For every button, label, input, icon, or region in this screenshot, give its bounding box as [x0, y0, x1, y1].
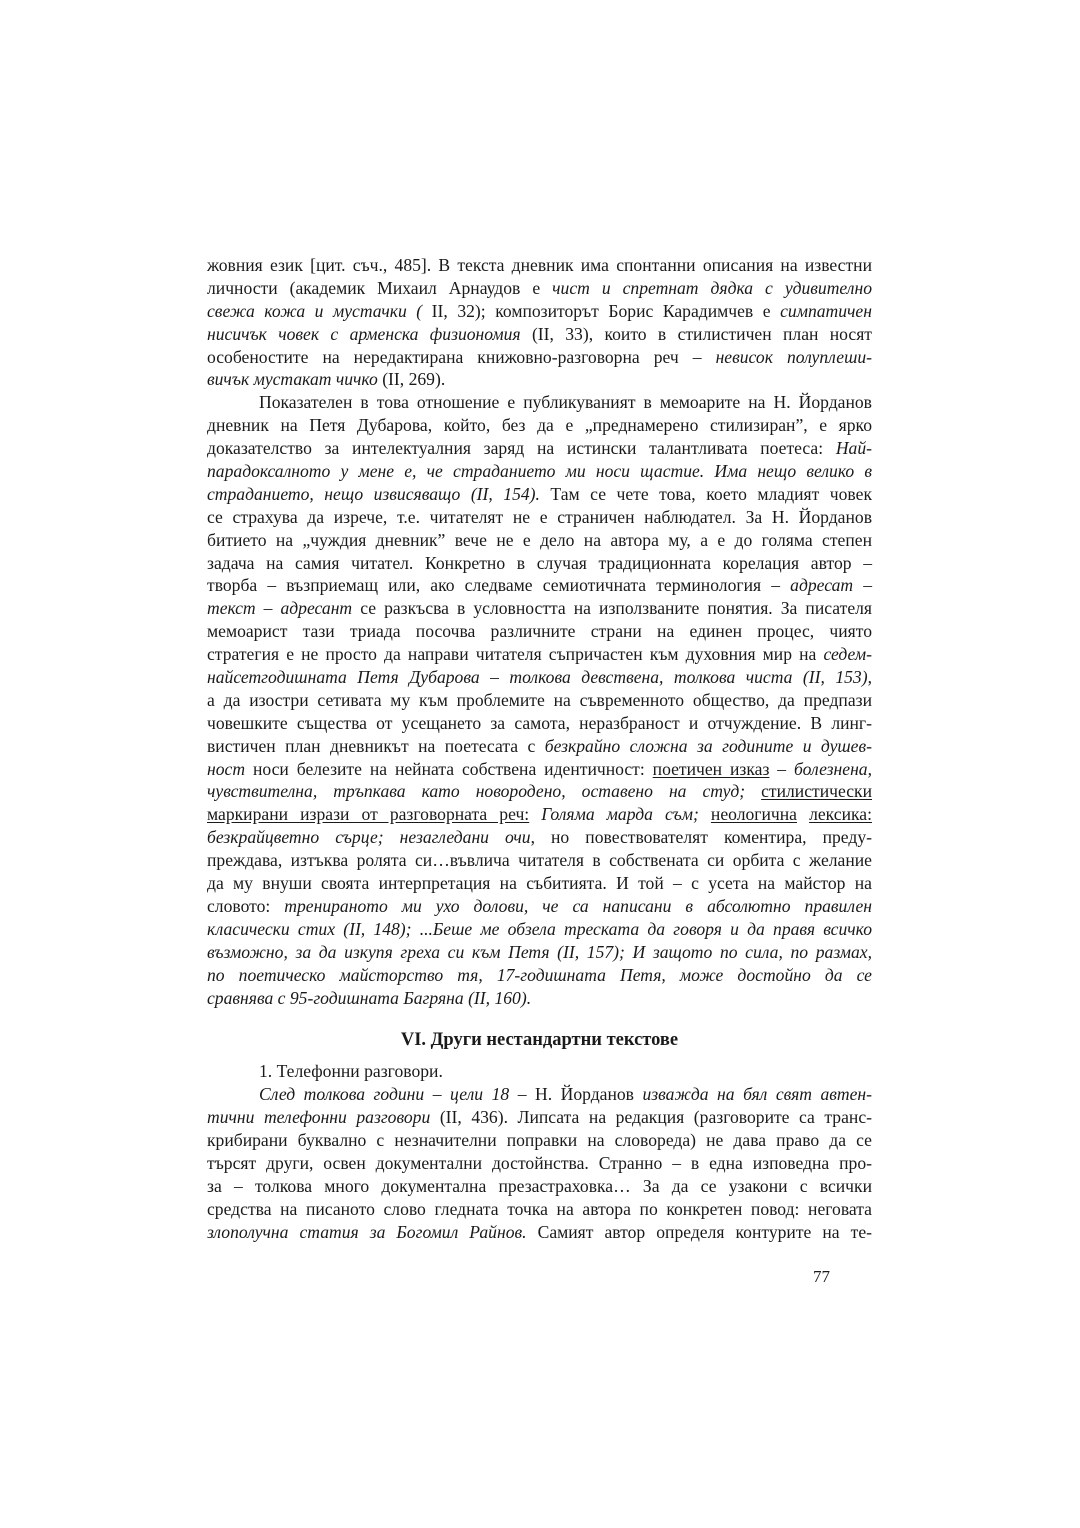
- text-run: (II, 33), които в стилистичен план носят: [520, 323, 872, 344]
- text-run: носи белезите на нейната собствена идентичност:: [245, 758, 653, 779]
- paragraph-1: [207, 254, 872, 391]
- text-line: [207, 460, 872, 483]
- italic-quote: След толкова години – цели 18: [259, 1084, 510, 1105]
- text-line: [207, 849, 872, 872]
- text-run: крибирани буквално с незначителни поправки на словореда) не дава право да се: [207, 1129, 872, 1150]
- text-line: [207, 689, 872, 712]
- text-run: [699, 804, 711, 824]
- text-line: [207, 1129, 872, 1152]
- italic-quote: страданието, нещо извисяващо (II, 154).: [207, 483, 540, 504]
- text-line: [207, 368, 872, 391]
- text-line: [207, 597, 872, 620]
- text-run: дневник на Петя Дубарова, който, без да е „преднамерено стилизиран”, е ярко: [207, 415, 872, 436]
- italic-quote: невисок полуплеши-: [715, 346, 872, 367]
- text-run: средства на писаното слово гледната точка на автора по конкретен повод: неговата: [207, 1198, 872, 1219]
- text-line: [207, 895, 872, 918]
- text-run: (II, 269).: [377, 369, 446, 390]
- text-run: се страхува да изрече, т.е. читателят не е страничен наблюдател. За Н. Йорданов: [207, 506, 872, 527]
- text-run: а да изостри сетивата му към проблемите на съвременното общество, да предпази: [207, 689, 872, 710]
- italic-quote: текст – адресант: [207, 598, 353, 619]
- text-run: – Н. Йорданов: [509, 1084, 643, 1105]
- text-line: [207, 803, 872, 826]
- italic-quote: чувствителна, тръпкава като новородено, оставено на студ;: [207, 781, 762, 802]
- text-run: (II, 436). Липсата на редакция (разговорите са транс-: [430, 1107, 872, 1128]
- text-run: вистичен план дневникът на поетесата с: [207, 735, 545, 756]
- text-run: търсят други, освен документални достойнства. Странно – в една изповедна про-: [207, 1152, 872, 1173]
- text-line: [207, 1083, 872, 1106]
- italic-quote: Голяма марда съм;: [541, 804, 699, 825]
- text-line: [207, 918, 872, 941]
- text-line: [207, 1152, 872, 1175]
- text-line: [207, 643, 872, 666]
- text-line: [207, 987, 872, 1010]
- italic-quote: седем-: [823, 644, 872, 665]
- underlined-term: маркирани изрази от разговорната реч:: [207, 804, 530, 825]
- text-line: [207, 323, 872, 346]
- text-run: доказателство за интелектуалния заряд на истински талантливата поетеса:: [207, 438, 836, 459]
- subsection-title: 1. Телефонни разговори.: [259, 1061, 443, 1082]
- text-run: стратегия е не просто да направи читателя съпричастен към духовния мир на: [207, 644, 824, 665]
- text-line: [207, 414, 872, 437]
- text-run: [797, 804, 809, 824]
- text-line: [207, 506, 872, 529]
- text-run: Там се чете това, което младият човек: [539, 483, 872, 504]
- text-run: мемоарист тази триада посочва различните страни на единен процес, чиято: [207, 621, 872, 642]
- italic-quote: нисичък човек с арменска физиономия: [207, 323, 521, 344]
- text-line: [207, 552, 872, 575]
- text-line: [207, 300, 872, 323]
- text-run: се разкъсва в условността на използваните понятия. За писателя: [352, 598, 872, 619]
- text-line: [207, 620, 872, 643]
- text-line: [207, 1106, 872, 1129]
- text-line: [207, 254, 872, 277]
- section-heading: VI. Други нестандартни текстове: [400, 1030, 679, 1051]
- text-run: Самият автор определя контурите на те-: [526, 1221, 872, 1242]
- text-run: човешките същества от усещането за самота, неразбраност и отчуждение. В линг-: [207, 712, 872, 733]
- italic-quote: парадоксалното у мене е, че страданието ми носи щастие. Има нещо велико в: [207, 461, 872, 482]
- underlined-term: неологична: [710, 804, 797, 825]
- text-run: задача на самия читател. Конкретно в случая традиционната корелация автор –: [207, 552, 872, 573]
- text-line: [207, 1198, 872, 1221]
- text-run: II, 32); композиторът Борис Карадимчев е: [422, 300, 781, 321]
- text-line: [207, 758, 872, 781]
- text-run: , но повествователят коментира, преду-: [530, 827, 872, 848]
- text-run: преждава, изтъква ролята си…въвлича читателя в собствената си орбита с желание: [207, 850, 872, 871]
- underlined-term: лексика:: [809, 804, 872, 825]
- text-line: [207, 735, 872, 758]
- text-run: особеностите на нередактирана книжовно-разговорна реч –: [207, 346, 716, 367]
- italic-quote: тренираното ми ухо долови, че са написани в абсолютно правилен: [284, 895, 872, 916]
- italic-quote: симпатичен: [780, 300, 872, 321]
- italic-quote: свежа кожа и мустачки (: [207, 300, 423, 321]
- paragraph-2: [207, 391, 872, 1009]
- italic-quote: ност: [207, 758, 246, 779]
- text-line: [207, 277, 872, 300]
- text-run: за – толкова много документална презастраховка… За да се узакони с всички: [207, 1175, 872, 1196]
- italic-quote: възможно, за да изкупя греха си към Петя (II, 157); И защото по сила, по размах,: [207, 941, 872, 962]
- italic-quote: тични телефонни разговори: [207, 1107, 431, 1128]
- text-line: [207, 437, 872, 460]
- italic-quote: изважда на бял свят автен-: [642, 1084, 872, 1105]
- text-line: [207, 666, 872, 689]
- text-line: [207, 826, 872, 849]
- text-run: ,: [867, 667, 872, 688]
- text-line: [207, 1221, 872, 1244]
- italic-quote: Най-: [835, 438, 872, 459]
- text-run: словото:: [207, 895, 285, 916]
- text-line: [207, 712, 872, 735]
- italic-quote: сравнява с 95-годишната Багряна (II, 160).: [207, 987, 532, 1008]
- text-line: [207, 391, 872, 414]
- italic-quote: класически стих (II, 148); ...Беше ме обзела треската да говоря и да правя всичко: [207, 918, 872, 939]
- text-run: личности (академик Михаил Арнаудов е: [207, 277, 553, 298]
- underlined-term: поетичен изказ: [652, 758, 770, 779]
- italic-quote: безкрайцветно сърце; незагледани очи: [207, 827, 531, 848]
- text-line: [207, 964, 872, 987]
- text-run: –: [769, 758, 795, 779]
- text-line: [207, 941, 872, 964]
- italic-quote: болезнена,: [794, 758, 873, 779]
- text-line: [207, 346, 872, 369]
- text-run: да му внуши своята интерпретация на събитията. И той – с усета на майстор на: [207, 873, 872, 894]
- italic-quote: злополучна статия за Богомил Райнов.: [207, 1221, 527, 1242]
- text-run: жовния език [цит. съч., 485]. В текста дневник има спонтанни описания на известни: [207, 255, 872, 275]
- body-text: [207, 254, 872, 1243]
- underlined-term: стилистически: [761, 781, 872, 802]
- italic-quote: чист и спретнат дядка с удивително: [552, 277, 872, 298]
- text-run: [529, 804, 541, 824]
- paragraph-3: [207, 1083, 872, 1243]
- italic-quote: найсетгодишната Петя Дубарова – толкова девствена, толкова чиста (II, 153): [207, 667, 868, 688]
- italic-quote: вичък мустакат чичко: [207, 369, 378, 390]
- text-line: [207, 1175, 872, 1198]
- italic-quote: адресат –: [790, 575, 872, 596]
- text-line: [207, 483, 872, 506]
- italic-quote: безкрайно сложна за годините и душев-: [544, 735, 872, 756]
- text-line: [207, 574, 872, 597]
- text-run: Показателен в това отношение е публикуваният в мемоарите на Н. Йорданов: [259, 392, 872, 413]
- text-line: [207, 872, 872, 895]
- page-number: 77: [813, 1267, 830, 1286]
- text-run: битието на „чуждия дневник” вече не е дело на автора му, а е до голяма степен: [207, 529, 872, 550]
- text-line: [207, 780, 872, 803]
- italic-quote: по поетическо майсторство тя, 17-годишната Петя, може достойно да се: [207, 964, 872, 985]
- text-line: [207, 529, 872, 552]
- text-run: творба – възприемащ или, ако следваме семиотичната терминология –: [207, 575, 791, 596]
